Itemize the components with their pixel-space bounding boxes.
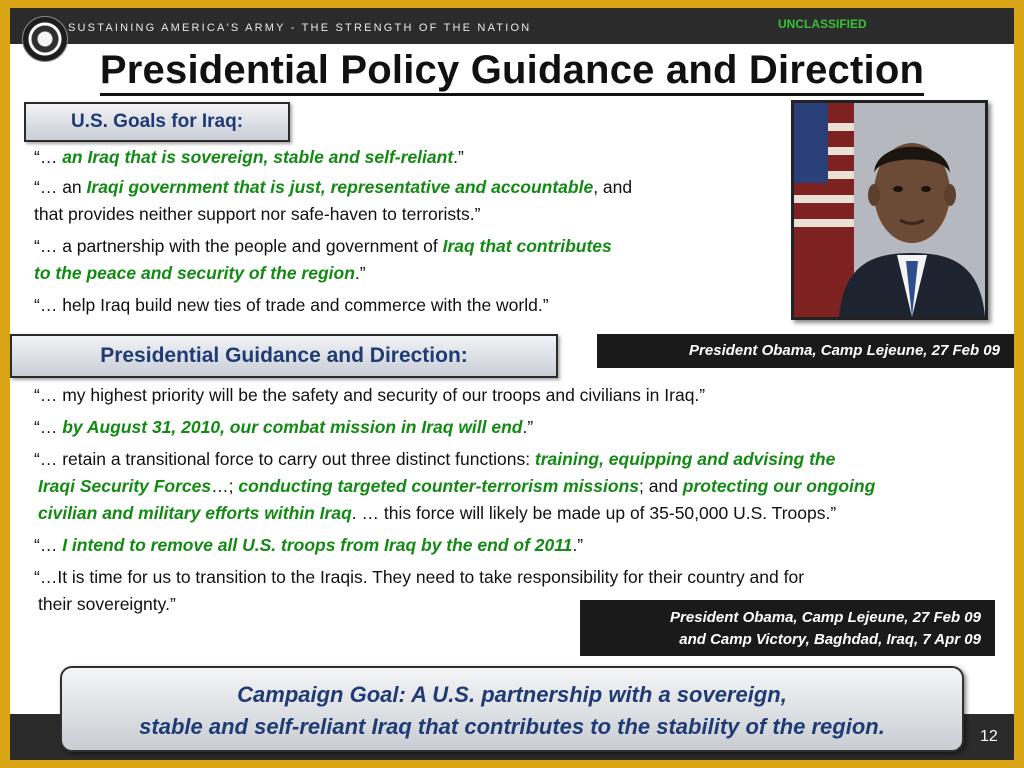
guidance-quote-1: “… my highest priority will be the safety and security of our troops and civilians in Iraq.” xyxy=(34,385,706,405)
president-portrait xyxy=(791,100,988,320)
goal-quote-2: “… an Iraqi government that is just, representative and accountable, and that provides neither support nor safe-haven to terrorists.” xyxy=(34,177,633,224)
guidance-quote-4: “… I intend to remove all U.S. troops from Iraq by the end of 2011.” xyxy=(34,535,584,555)
page-number: 12 xyxy=(980,728,998,745)
army-motto: SUSTAINING AMERICA'S ARMY - THE STRENGTH OF THE NATION xyxy=(68,22,532,34)
goal-quote-1: “… an Iraq that is sovereign, stable and self-reliant.” xyxy=(34,147,464,167)
goals-citation: President Obama, Camp Lejeune, 27 Feb 09 xyxy=(597,334,1014,368)
goal-quote-3: “… a partnership with the people and government of Iraq that contributes to the peace and security of the region.” xyxy=(34,236,612,283)
top-banner xyxy=(10,8,1014,44)
guidance-quote-2: “… by August 31, 2010, our combat mission in Iraq will end.” xyxy=(34,417,534,437)
guidance-citation: President Obama, Camp Lejeune, 27 Feb 09 and Camp Victory, Baghdad, Iraq, 7 Apr 09 xyxy=(580,600,995,656)
classification-label: UNCLASSIFIED xyxy=(778,17,867,31)
slide-title: Presidential Policy Guidance and Direction xyxy=(10,48,1014,93)
goals-heading: U.S. Goals for Iraq: xyxy=(24,102,290,142)
guidance-quote-5: “…It is time for us to transition to the Iraqis. They need to take responsibility for their country and for their sovereignty.” xyxy=(34,567,805,614)
goal-quote-4: “… help Iraq build new ties of trade and commerce with the world.” xyxy=(34,295,549,315)
guidance-quote-3: “… retain a transitional force to carry out three distinct functions: training, equipping and advising the Iraqi Security Forces…; conducting targeted counter-terrorism missions; and protecting our ongoing civilian and military efforts within Iraq. … this force will likely be made up of 35-50,000 U.S. Troops.” xyxy=(34,449,876,523)
guidance-heading: Presidential Guidance and Direction: xyxy=(10,334,558,378)
campaign-goal-box: Campaign Goal: A U.S. partnership with a sovereign, stable and self-reliant Iraq that contributes to the stability of the region. xyxy=(60,666,964,752)
slide xyxy=(10,8,1014,760)
